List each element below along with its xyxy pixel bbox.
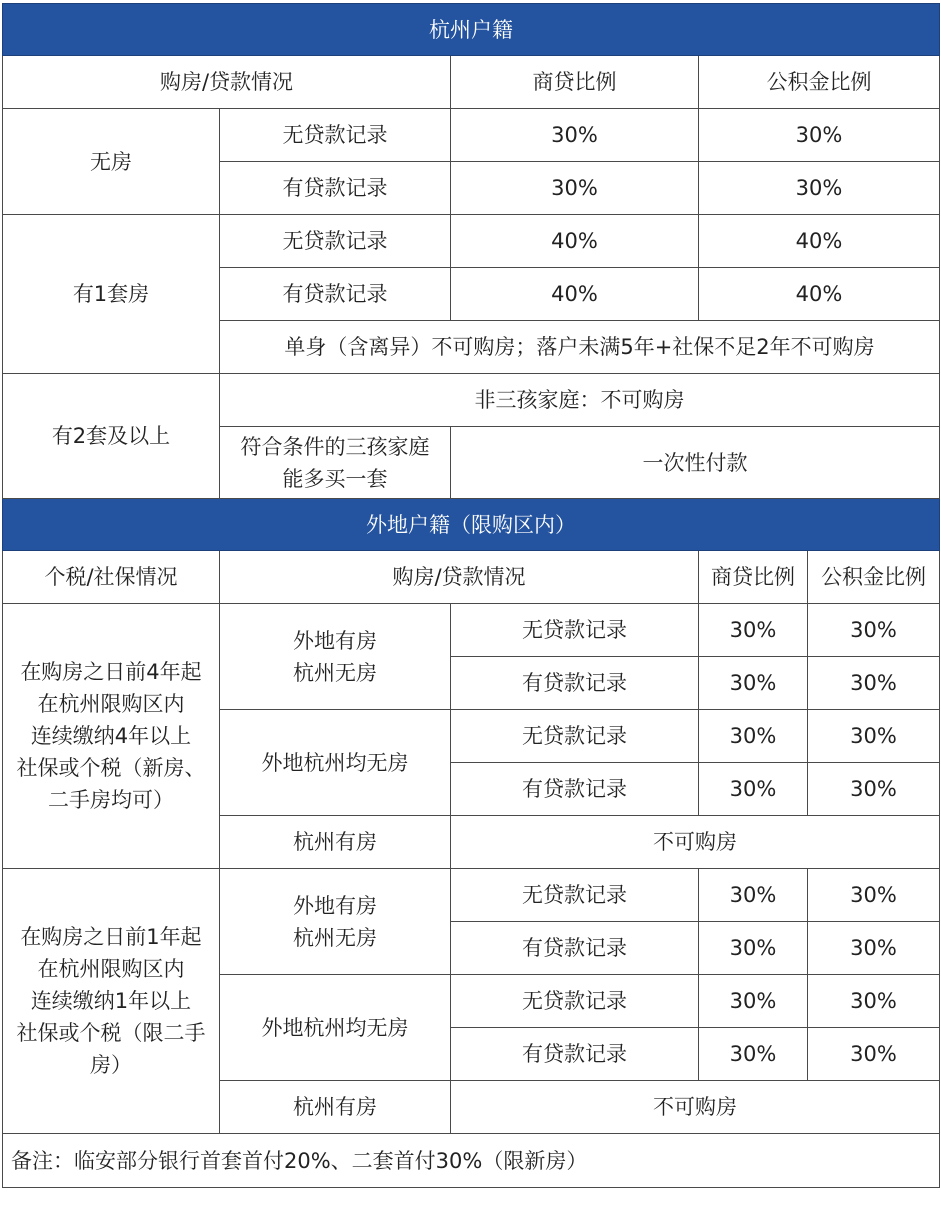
s2-header-situation: 购房/贷款情况	[220, 551, 699, 604]
fund-ratio-cell: 30%	[808, 657, 940, 710]
fund-ratio-cell: 30%	[808, 763, 940, 816]
commercial-ratio-cell: 40%	[451, 268, 699, 321]
s1-three-child-condition: 符合条件的三孩家庭 能多买一套	[220, 427, 451, 499]
commercial-ratio-cell: 30%	[451, 162, 699, 215]
s2-group-1yr-label: 在购房之日前1年起 在杭州限购区内 连续缴纳1年以上 社保或个税（限二手 房）	[3, 869, 220, 1134]
fund-ratio-cell: 30%	[808, 710, 940, 763]
table-row	[3, 869, 940, 922]
commercial-ratio-cell: 40%	[451, 215, 699, 268]
loan-record-cell: 无贷款记录	[451, 869, 699, 922]
fund-ratio-cell: 40%	[699, 215, 940, 268]
s2-1yr-other-house: 外地有房 杭州无房	[220, 869, 451, 975]
table-row	[3, 109, 940, 162]
s1-two-plus-label: 有2套及以上	[3, 374, 220, 499]
s2-1yr-hz-result: 不可购房	[451, 1081, 940, 1134]
loan-record-cell: 无贷款记录	[451, 975, 699, 1028]
s2-header-commercial: 商贷比例	[699, 551, 808, 604]
loan-record-cell: 有贷款记录	[451, 922, 699, 975]
section1-title: 杭州户籍	[3, 4, 940, 56]
s1-header-commercial: 商贷比例	[451, 56, 699, 109]
footnote: 备注：临安部分银行首套首付20%、二套首付30%（限新房）	[3, 1134, 940, 1188]
s1-non-three-child: 非三孩家庭：不可购房	[220, 374, 940, 427]
loan-record-cell: 无贷款记录	[451, 604, 699, 657]
s2-4yr-hz-house: 杭州有房	[220, 816, 451, 869]
loan-record-cell: 有贷款记录	[451, 657, 699, 710]
section2-title: 外地户籍（限购区内）	[3, 499, 940, 551]
s1-one-house-note: 单身（含离异）不可购房；落户未满5年+社保不足2年不可购房	[220, 321, 940, 374]
commercial-ratio-cell: 30%	[699, 922, 808, 975]
fund-ratio-cell: 30%	[699, 162, 940, 215]
loan-record-cell: 有贷款记录	[220, 162, 451, 215]
loan-record-cell: 无贷款记录	[220, 109, 451, 162]
table-row	[3, 215, 940, 268]
commercial-ratio-cell: 30%	[451, 109, 699, 162]
commercial-ratio-cell: 30%	[699, 869, 808, 922]
loan-record-cell: 无贷款记录	[220, 215, 451, 268]
fund-ratio-cell: 30%	[808, 869, 940, 922]
commercial-ratio-cell: 30%	[699, 657, 808, 710]
s2-4yr-other-house: 外地有房 杭州无房	[220, 604, 451, 710]
fund-ratio-cell: 30%	[808, 922, 940, 975]
s2-group-4yr-label: 在购房之日前4年起 在杭州限购区内 连续缴纳4年以上 社保或个税（新房、 二手房均可）	[3, 604, 220, 869]
s1-no-house-label: 无房	[3, 109, 220, 215]
loan-record-cell: 有贷款记录	[451, 763, 699, 816]
fund-ratio-cell: 30%	[699, 109, 940, 162]
policy-table	[2, 3, 940, 1188]
commercial-ratio-cell: 30%	[699, 763, 808, 816]
loan-record-cell: 有贷款记录	[220, 268, 451, 321]
loan-record-cell: 无贷款记录	[451, 710, 699, 763]
s1-one-house-label: 有1套房	[3, 215, 220, 374]
table-row	[3, 374, 940, 427]
s2-1yr-hz-house: 杭州有房	[220, 1081, 451, 1134]
fund-ratio-cell: 30%	[808, 604, 940, 657]
commercial-ratio-cell: 30%	[699, 1028, 808, 1081]
commercial-ratio-cell: 30%	[699, 604, 808, 657]
s2-header-fund: 公积金比例	[808, 551, 940, 604]
s2-4yr-hz-result: 不可购房	[451, 816, 940, 869]
loan-record-cell: 有贷款记录	[451, 1028, 699, 1081]
fund-ratio-cell: 30%	[808, 975, 940, 1028]
s1-three-child-payment: 一次性付款	[451, 427, 940, 499]
commercial-ratio-cell: 30%	[699, 710, 808, 763]
s2-header-tax: 个税/社保情况	[3, 551, 220, 604]
table-row	[3, 604, 940, 657]
s2-4yr-no-house: 外地杭州均无房	[220, 710, 451, 816]
fund-ratio-cell: 40%	[699, 268, 940, 321]
s1-header-situation: 购房/贷款情况	[3, 56, 451, 109]
commercial-ratio-cell: 30%	[699, 975, 808, 1028]
fund-ratio-cell: 30%	[808, 1028, 940, 1081]
s2-1yr-no-house: 外地杭州均无房	[220, 975, 451, 1081]
s1-header-fund: 公积金比例	[699, 56, 940, 109]
